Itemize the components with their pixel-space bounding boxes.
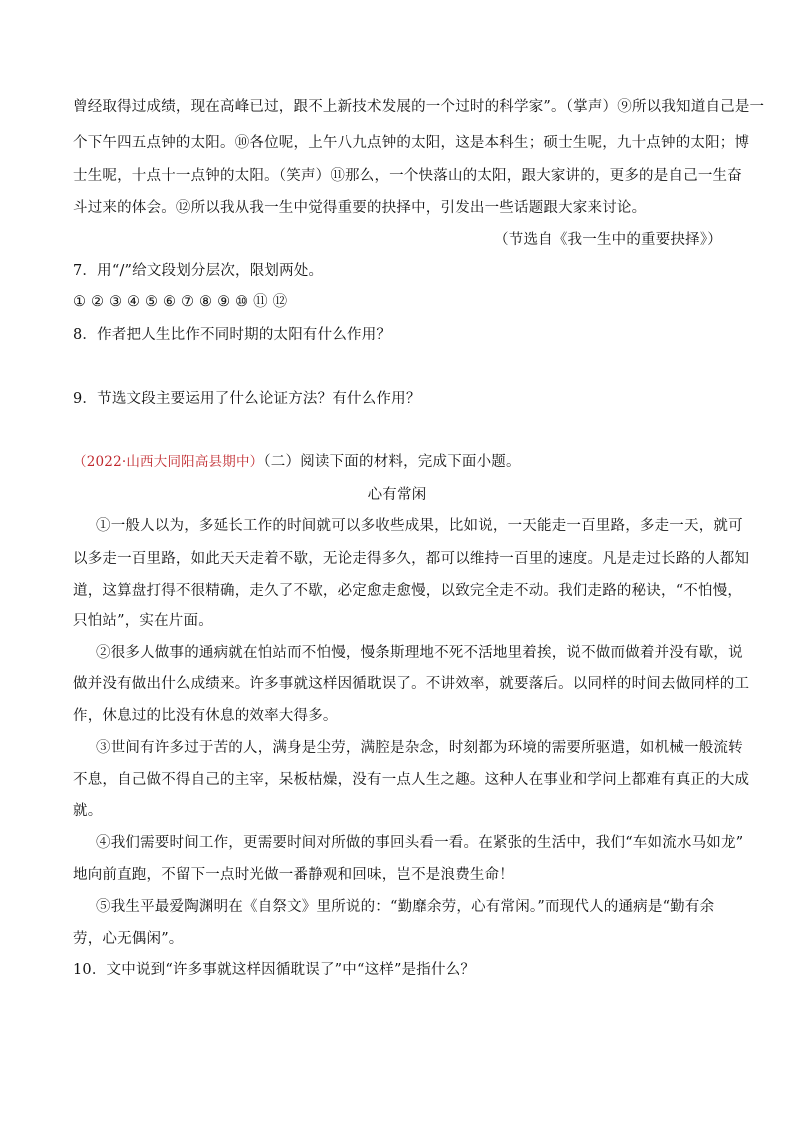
question-8: 8．作者把人生比作不同时期的太阳有什么作用？ [73, 327, 392, 343]
paragraph-1-line: 以多走一百里路，如此天天走着不歇，无论走得多久，都可以维持一百里的速度。凡是走过长路的人都知 [73, 551, 750, 567]
paragraph-2-line: ②很多人做事的通病就在怕站而不怕慢，慢条斯理地不死不活地里着挨，说不做而做着并没有歇，说 [96, 645, 743, 661]
passage1-line: 斗过来的体会。⑫所以我从我一生中觉得重要的抉择中，引发出一些话题跟大家来讨论。 [73, 200, 647, 216]
paragraph-1-line: ①一般人以为，多延长工作的时间就可以多收些成果，比如说，一天能走一百里路，多走一天，就可 [96, 518, 743, 534]
section2-header [73, 452, 733, 472]
paragraph-3-line: 不息，自己做不得自己的主宰，呆板枯燥，没有一点人生之趣。这种人在事业和学问上都难有真正的大成 [73, 772, 750, 788]
paragraph-5-line: 劳，心无偶闲”。 [73, 931, 184, 947]
paragraph-5-line: ⑤我生平最爱陶渊明在《自祭文》里所说的：“勤靡余劳，心有常闲。”而现代人的通病是“勤有余 [96, 899, 715, 915]
passage1-line: 曾经取得过成绩，现在高峰已过，跟不上新技术发展的一个过时的科学家”。（掌声）⑨所以我知道自己是一 [73, 99, 765, 115]
passage1-line: 个下午四五点钟的太阳。⑩各位呢，上午八九点钟的太阳，这是本科生；硕士生呢，九十点钟的太阳；博 [73, 135, 750, 151]
paragraph-3-line: 就。 [73, 803, 103, 819]
paragraph-1-line: 道，这算盘打得不很精确，走久了不歇，必定愈走愈慢，以致完全走不动。我们走路的秘诀，“不怕慢， [73, 583, 743, 599]
question-7-marks: ① ② ③ ④ ⑤ ⑥ ⑦ ⑧ ⑨ ⑩ ⑪ ⑫ [73, 294, 288, 310]
section2-intro: （二）阅读下面的材料，完成下面小题。 [263, 454, 521, 470]
paragraph-4-line: 地向前直跑，不留下一点时光做一番静观和回味，岂不是浪费生命！ [73, 867, 514, 883]
source-tag: （2022·山西大同阳高县期中） [73, 454, 264, 470]
passage1-line: 士生呢，十点十一点钟的太阳。（笑声）⑪那么，一个快落山的太阳，跟大家讲的，更多的是自己一生奋 [73, 168, 742, 184]
question-7: 7．用“/”给文段划分层次，限划两处。 [73, 263, 324, 279]
paragraph-3-line: ③世间有许多过于苦的人，满身是尘劳，满腔是杂念，时刻都为环境的需要所驱遣，如机械一般流转 [96, 740, 743, 756]
question-10: 10．文中说到“许多事就这样因循耽误了”中“这样”是指什么？ [73, 962, 476, 978]
question-9: 9．节选文段主要运用了什么论证方法？有什么作用？ [73, 391, 421, 407]
paragraph-1-line: 只怕站”，实在片面。 [73, 613, 213, 629]
paragraph-2-line: 作，休息过的比没有休息的效率大得多。 [73, 708, 338, 724]
paragraph-2-line: 做并没有做出什么成绩来。许多事就这样因循耽误了。不讲效率，就要落后。以同样的时间去做同样的工 [73, 676, 750, 692]
article-title: 心有常闲 [367, 487, 427, 503]
passage1-source: （节选自《我一生中的重要抉择》） [494, 232, 722, 248]
paragraph-4-line: ④我们需要时间工作，更需要时间对所做的事回头看一看。在紧张的生活中，我们“车如流水马如龙” [96, 835, 744, 851]
